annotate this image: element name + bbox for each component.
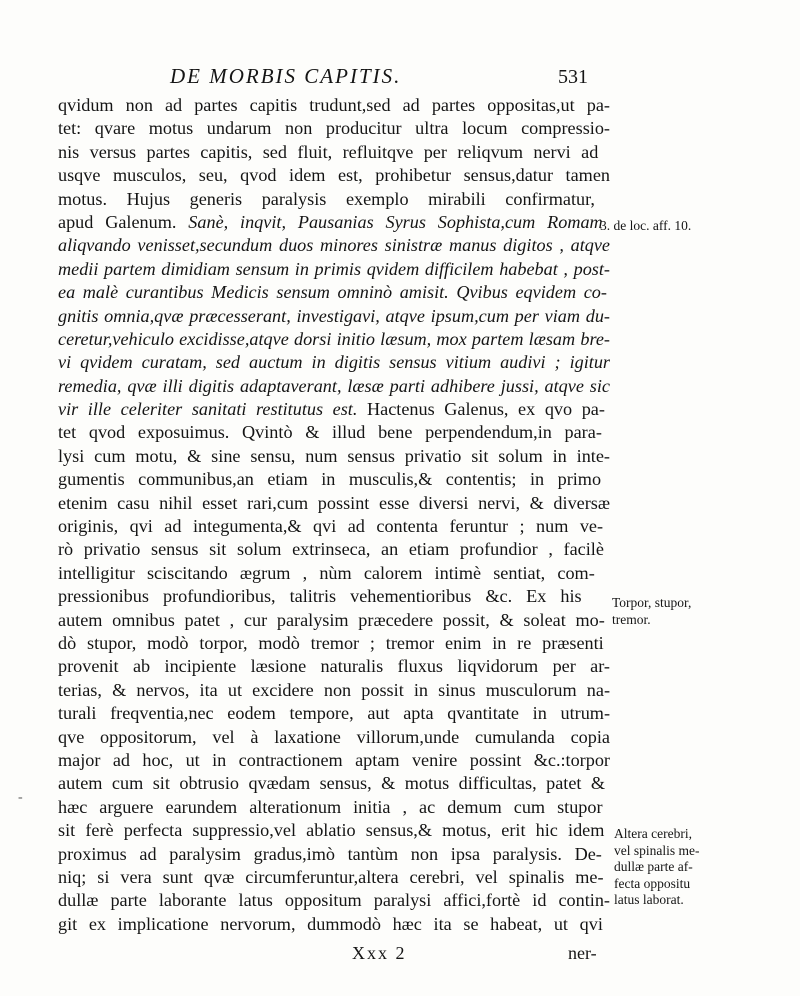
italic-quotation: gnitis omnia,qvæ præcesserant, investigavi, atqve ipsum,cum per viam du- <box>58 305 610 326</box>
margin-note-altera-cerebri <box>614 826 699 909</box>
text-line <box>58 258 610 281</box>
text-segment: intelligitur sciscitando ægrum , nùm calorem intimè sentiat, com- <box>58 562 595 583</box>
text-segment: nis versus partes capitis, sed fluit, refluitqve per reliqvum nervi ad <box>58 141 599 162</box>
margin-note-line: 3. de loc. aff. 10. <box>600 218 692 233</box>
text-line <box>58 445 610 468</box>
text-line <box>58 375 610 398</box>
text-line <box>58 632 610 655</box>
text-segment: major ad hoc, ut in contractionem aptam venire possint &c.:torpor <box>58 749 610 770</box>
text-line <box>58 305 610 328</box>
text-line <box>58 843 610 866</box>
text-line <box>58 141 610 164</box>
text-line <box>58 796 610 819</box>
text-line <box>58 468 610 491</box>
text-segment: usqve musculos, seu, qvod idem est, prohibetur sensus,datur tamen <box>58 165 610 186</box>
text-segment: lysi cum motu, & sine sensu, num sensus privatio sit solum in inte- <box>58 445 610 466</box>
text-line <box>58 515 610 538</box>
text-line <box>58 562 610 585</box>
text-segment: git ex implicatione nervorum, dummodò hæc ita se habeat, ut qvi <box>58 913 603 934</box>
text-line <box>58 328 610 351</box>
margin-note-line: Torpor, stupor, <box>612 595 692 610</box>
text-line <box>58 913 610 936</box>
text-segment: provenit ab incipiente læsione naturalis fluxus liqvidorum per ar- <box>58 656 610 677</box>
text-segment: dullæ parte laborante latus oppositum paralysi affici,fortè id contin- <box>58 890 610 911</box>
text-segment: tet: qvare motus undarum non producitur ultra locum compressio- <box>58 118 610 139</box>
text-line <box>58 889 610 912</box>
text-segment: originis, qvi ad integumenta,& qvi ad contenta feruntur ; num ve- <box>58 516 604 537</box>
text-line <box>58 94 610 117</box>
margin-note-line: fecta oppositu <box>614 875 691 891</box>
text-line <box>58 351 610 374</box>
margin-note-line: tremor. <box>612 611 651 627</box>
text-segment: gumentis communibus,an etiam in musculis,& contentis; in primo <box>58 469 602 490</box>
margin-note-line: latus laborat. <box>614 892 684 907</box>
text-segment: niq; si vera sunt qvæ circumferuntur,altera cerebri, vel spinalis me- <box>58 866 604 887</box>
margin-note-line: dullæ parte af- <box>614 859 693 874</box>
text-segment: turali freqventia,nec eodem tempore, aut apta qvantitate in utrum- <box>58 703 610 724</box>
body-text <box>58 94 610 936</box>
text-segment: autem cum sit obtrusio qvædam sensus, & motus difficultas, patet & <box>58 773 606 794</box>
text-line <box>58 609 610 632</box>
italic-quotation: remedia, qvæ illi digitis adaptaverant, læsæ parti adhibere jussi, atqve sic <box>58 375 610 396</box>
text-line <box>58 772 610 795</box>
text-segment: terias, & nervos, ita ut excidere non possit in sinus musculorum na- <box>58 679 610 700</box>
italic-quotation: Sanè, inqvit, Pausanias Syrus Sophista,cum Romam <box>188 211 603 232</box>
signature-mark: Xxx 2 <box>352 943 407 963</box>
running-title: DE MORBIS CAPITIS. <box>170 64 402 88</box>
text-line <box>58 164 610 187</box>
text-segment: Hactenus Galenus, ex qvo pa- <box>357 399 605 420</box>
text-line <box>58 702 610 725</box>
text-line <box>58 398 610 421</box>
text-segment: qve oppositorum, vel à laxatione villorum,unde cumulanda copia <box>58 726 610 747</box>
text-segment: sit ferè perfecta suppressio,vel ablatio sensus,& motus, erit hic idem <box>58 820 605 841</box>
margin-note-line: Altera cerebri, <box>614 826 692 841</box>
text-line <box>58 421 610 444</box>
text-line <box>58 281 610 304</box>
text-line <box>58 819 610 842</box>
text-line <box>58 492 610 515</box>
italic-quotation: vi qvidem curatam, sed auctum in digitis sensus vitium audivi ; igitur <box>58 352 610 373</box>
italic-quotation: aliqvando venisset,secundum duos minores sinistræ manus digitos , atqve <box>58 235 610 256</box>
margin-note-reference <box>600 218 691 235</box>
margin-note-line: vel spinalis me- <box>614 842 700 858</box>
text-line <box>58 234 610 257</box>
text-segment: apud Galenum. <box>58 211 189 232</box>
text-segment: pressionibus profundioribus, talitris vehementioribus &c. Ex his <box>58 586 582 607</box>
text-line <box>58 655 610 678</box>
text-segment: rò privatio sensus sit solum extrinseca, an etiam profundior , facilè <box>58 539 604 560</box>
text-segment: autem omnibus patet , cur paralysim præcedere possit, & soleat mo- <box>58 609 605 630</box>
text-line <box>58 585 610 608</box>
italic-quotation: medii partem dimidiam sensum in primis qvidem difficilem habebat , post- <box>58 258 610 279</box>
text-line <box>58 211 610 234</box>
text-line <box>58 866 610 889</box>
text-segment: qvidum non ad partes capitis trudunt,sed ad partes oppositas,ut pa- <box>58 95 610 115</box>
page-number: 531 <box>558 66 588 88</box>
text-line <box>58 749 610 772</box>
text-segment: dò stupor, modò torpor, modò tremor ; tremor enim in re præsenti <box>58 632 604 653</box>
text-segment: tet qvod exposuimus. Qvintò & illud bene perpendendum,in para- <box>58 422 602 443</box>
italic-quotation: vir ille celeriter sanitati restitutus est. <box>58 399 358 420</box>
italic-quotation: ea malè curantibus Medicis sensum omninò amisit. Qvibus eqvidem co- <box>58 282 607 303</box>
text-segment: proximus ad paralysim gradus,imò tantùm non ipsa paralysis. De- <box>58 843 602 864</box>
text-line <box>58 726 610 749</box>
italic-quotation: ceretur,vehiculo excidisse,atqve dorsi initio læsum, mox partem læsam bre- <box>58 328 610 349</box>
catchword: ner- <box>568 943 597 963</box>
text-line <box>58 117 610 140</box>
text-line <box>58 188 610 211</box>
text-line <box>58 538 610 561</box>
margin-note-torpor <box>612 595 691 628</box>
text-line <box>58 679 610 702</box>
stray-mark: - <box>18 790 23 805</box>
text-segment: motus. Hujus generis paralysis exemplo mirabili confirmatur, <box>58 188 595 209</box>
text-segment: hæc arguere earundem alterationum initia , ac demum cum stupor <box>58 796 603 817</box>
text-segment: etenim casu nihil esset rari,cum possint esse diversi nervi, & diversæ <box>58 492 610 513</box>
